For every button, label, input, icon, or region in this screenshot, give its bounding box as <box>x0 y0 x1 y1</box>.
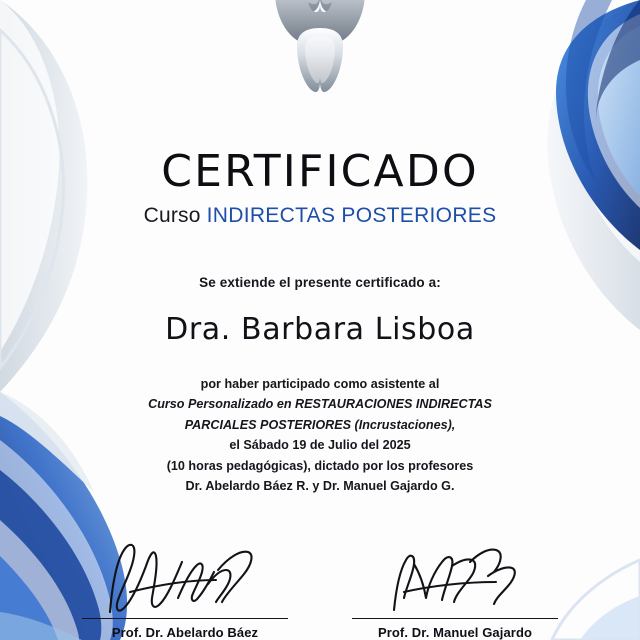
signature-area <box>0 510 640 640</box>
course-name: INDIRECTAS POSTERIORES <box>206 204 497 227</box>
signature-mark-2 <box>340 536 570 618</box>
page-title: CERTIFICADO <box>161 146 479 197</box>
signature-name-2: Prof. Dr. Manuel Gajardo <box>377 625 533 640</box>
handwritten-signature-icon <box>90 536 280 618</box>
signature-block-1 <box>70 536 300 640</box>
body-line-3: PARCIALES POSTERIORES (Incrustaciones), <box>184 417 456 432</box>
signature-name-1: Prof. Dr. Abelardo Báez <box>111 625 259 640</box>
handwritten-signature-icon <box>360 536 550 618</box>
course-prefix: Curso <box>143 204 207 227</box>
signature-block-2 <box>340 536 570 640</box>
body-line-2: Curso Personalizado en RESTAURACIONES INDIRECTAS <box>148 397 492 412</box>
body-line-6: Dr. Abelardo Báez R. y Dr. Manuel Gajardo G. <box>185 478 455 493</box>
body-line-1: por haber participado como asistente al <box>200 377 440 391</box>
signature-mark-1 <box>70 536 300 618</box>
certificate-body <box>148 374 492 496</box>
signature-line-2 <box>352 618 558 619</box>
awarded-to-label: Se extiende el presente certificado a: <box>199 275 441 290</box>
recipient-name: Dra. Barbara Lisboa <box>165 312 475 347</box>
course-subtitle <box>144 204 497 228</box>
body-line-5: (10 horas pedagógicas), dictado por los profesores <box>166 458 474 473</box>
signature-line-1 <box>82 618 288 619</box>
body-line-4: el Sábado 19 de Julio del 2025 <box>229 438 411 453</box>
